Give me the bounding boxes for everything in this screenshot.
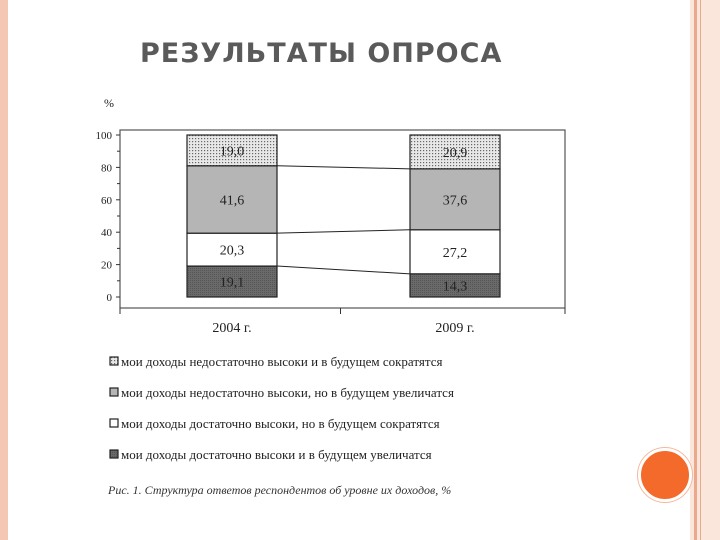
bar-data-label: 37,6 (442, 193, 468, 209)
y-axis-unit-label: % (104, 96, 114, 110)
bar-data-label: 20,3 (219, 243, 245, 259)
bar-data-label: 19,0 (219, 144, 245, 160)
x-tick-label: 2009 г. (435, 321, 475, 336)
bar-data-label: 19,1 (219, 275, 245, 291)
y-tick-label: 20 (101, 259, 112, 272)
bar-data-label: 27,2 (442, 245, 468, 261)
y-tick-label: 100 (95, 130, 112, 142)
legend-swatch (110, 450, 118, 458)
bar-data-label: 14,3 (442, 279, 468, 295)
slide-title: РЕЗУЛЬТАТЫ ОПРОСА (140, 38, 503, 69)
slide-frame-right-line (694, 0, 697, 540)
legend-swatch (110, 419, 118, 427)
y-tick-label: 0 (106, 292, 112, 304)
legend-swatch (110, 388, 118, 396)
legend-entry: мои доходы недостаточно высоки и в будущем сократятся (121, 354, 443, 369)
x-tick-label: 2004 г. (212, 321, 252, 336)
y-tick-label: 40 (101, 227, 112, 240)
chart-caption: Рис. 1. Структура ответов респондентов об уровне их доходов, % (108, 483, 452, 497)
bar-data-label: 20,9 (442, 145, 468, 161)
y-tick-label: 60 (101, 194, 112, 207)
legend-swatch (110, 357, 118, 365)
legend-entry: мои доходы недостаточно высоки, но в будущем увеличатся (121, 385, 454, 400)
legend-entry: мои доходы достаточно высоки и в будущем увеличатся (121, 447, 432, 462)
y-tick-label: 80 (101, 162, 112, 175)
legend-entry: мои доходы достаточно высоки, но в будущем сократятся (121, 416, 440, 431)
bar-data-label: 41,6 (219, 193, 245, 209)
slide-frame-right-line-thin (700, 0, 701, 540)
